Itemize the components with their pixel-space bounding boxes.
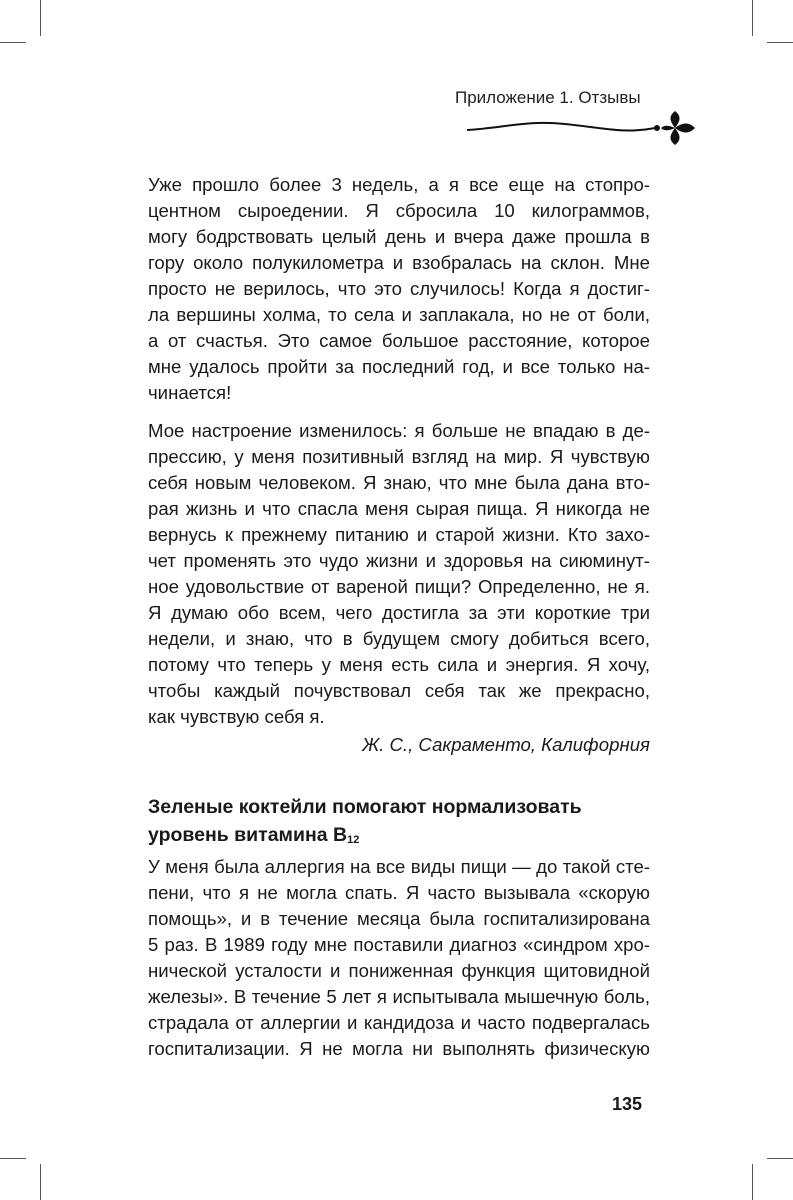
- attribution: Ж. С., Сакраменто, Калифорния: [362, 734, 650, 755]
- text-line: 5 раз. В 1989 году мне поставили диагноз «синдром хро-: [148, 934, 650, 955]
- crop-mark: [40, 1164, 41, 1200]
- text-line: чинается!: [148, 382, 232, 403]
- text-line: себя новым человеком. Я знаю, что мне была дана вто-: [148, 472, 650, 493]
- running-header: Приложение 1. Отзывы: [455, 88, 641, 107]
- text-line: пени, что я не могла спать. Я часто вызывала «скорую: [148, 882, 650, 903]
- text-line: чет променять это чудо жизни и здоровья на сиюминут-: [148, 550, 650, 571]
- text-line: недели, и знаю, что в будущем смогу добиться всего,: [148, 628, 650, 649]
- crop-mark: [40, 0, 41, 36]
- text-line: потому что теперь у меня есть сила и энергия. Я хочу,: [148, 654, 650, 675]
- text-line: как чувствую себя я.: [148, 706, 325, 727]
- text-line: Уже прошло более 3 недель, а я все еще на стопро-: [148, 174, 650, 195]
- heading-line: [148, 821, 582, 849]
- text-line: нической усталости и пониженная функция щитовидной: [148, 960, 650, 981]
- crop-mark: [767, 42, 793, 43]
- crop-mark: [0, 1158, 26, 1159]
- text-line: ла вершины холма, то села и заплакала, но не от боли,: [148, 304, 650, 325]
- section-heading: [148, 793, 582, 849]
- text-line: помощь», и в течение месяца была госпитализирована: [148, 908, 650, 929]
- crop-mark: [752, 0, 753, 36]
- text-line: могу бодрствовать целый день и вчера даже прошла в: [148, 226, 650, 247]
- text-line: центном сыроедении. Я сбросила 10 килограммов,: [148, 200, 650, 221]
- text-line: ное удовольствие от вареной пищи? Определенно, не я.: [148, 576, 650, 597]
- text-line: Мое настроение изменилось: я больше не впадаю в де-: [148, 420, 650, 441]
- text-line: просто не верилось, что это случилось! Когда я достиг-: [148, 278, 650, 299]
- text-line: госпитализации. Я не могла ни выполнять физическую: [148, 1038, 650, 1059]
- text-line: чтобы каждый почувствовал себя так же прекрасно,: [148, 680, 650, 701]
- text-line: рая жизнь и что спасла меня сырая пища. Я никогда не: [148, 498, 650, 519]
- text-line: страдала от аллергии и кандидоза и часто подвергалась: [148, 1012, 650, 1033]
- text-line: а от счастья. Это самое большое расстояние, которое: [148, 330, 650, 351]
- crop-mark: [767, 1158, 793, 1159]
- crop-mark: [0, 42, 26, 43]
- text-line: У меня была аллергия на все виды пищи — до такой сте-: [148, 856, 650, 877]
- text-line: железы». В течение 5 лет я испытывала мышечную боль,: [148, 986, 650, 1007]
- paragraph: [148, 418, 650, 730]
- heading-text: уровень витамина B: [148, 824, 348, 846]
- text-line: вернусь к прежнему питанию и старой жизни. Кто захо-: [148, 524, 650, 545]
- text-line: гору около полукилометра и взобралась на склон. Мне: [148, 252, 650, 273]
- subscript: 12: [347, 834, 360, 846]
- text-line: мне удалось пройти за последний год, и все только на-: [148, 356, 650, 377]
- heading-line: Зеленые коктейли помогают нормализовать: [148, 796, 582, 818]
- paragraph: [148, 854, 650, 1062]
- paragraph: [148, 172, 650, 406]
- crop-mark: [752, 1164, 753, 1200]
- page-number: 135: [612, 1094, 643, 1114]
- text-line: прессию, у меня позитивный взгляд на мир. Я чувствую: [148, 446, 650, 467]
- text-line: Я думаю обо всем, чего достигла за эти короткие три: [148, 602, 650, 623]
- ornament-icon: [465, 110, 695, 146]
